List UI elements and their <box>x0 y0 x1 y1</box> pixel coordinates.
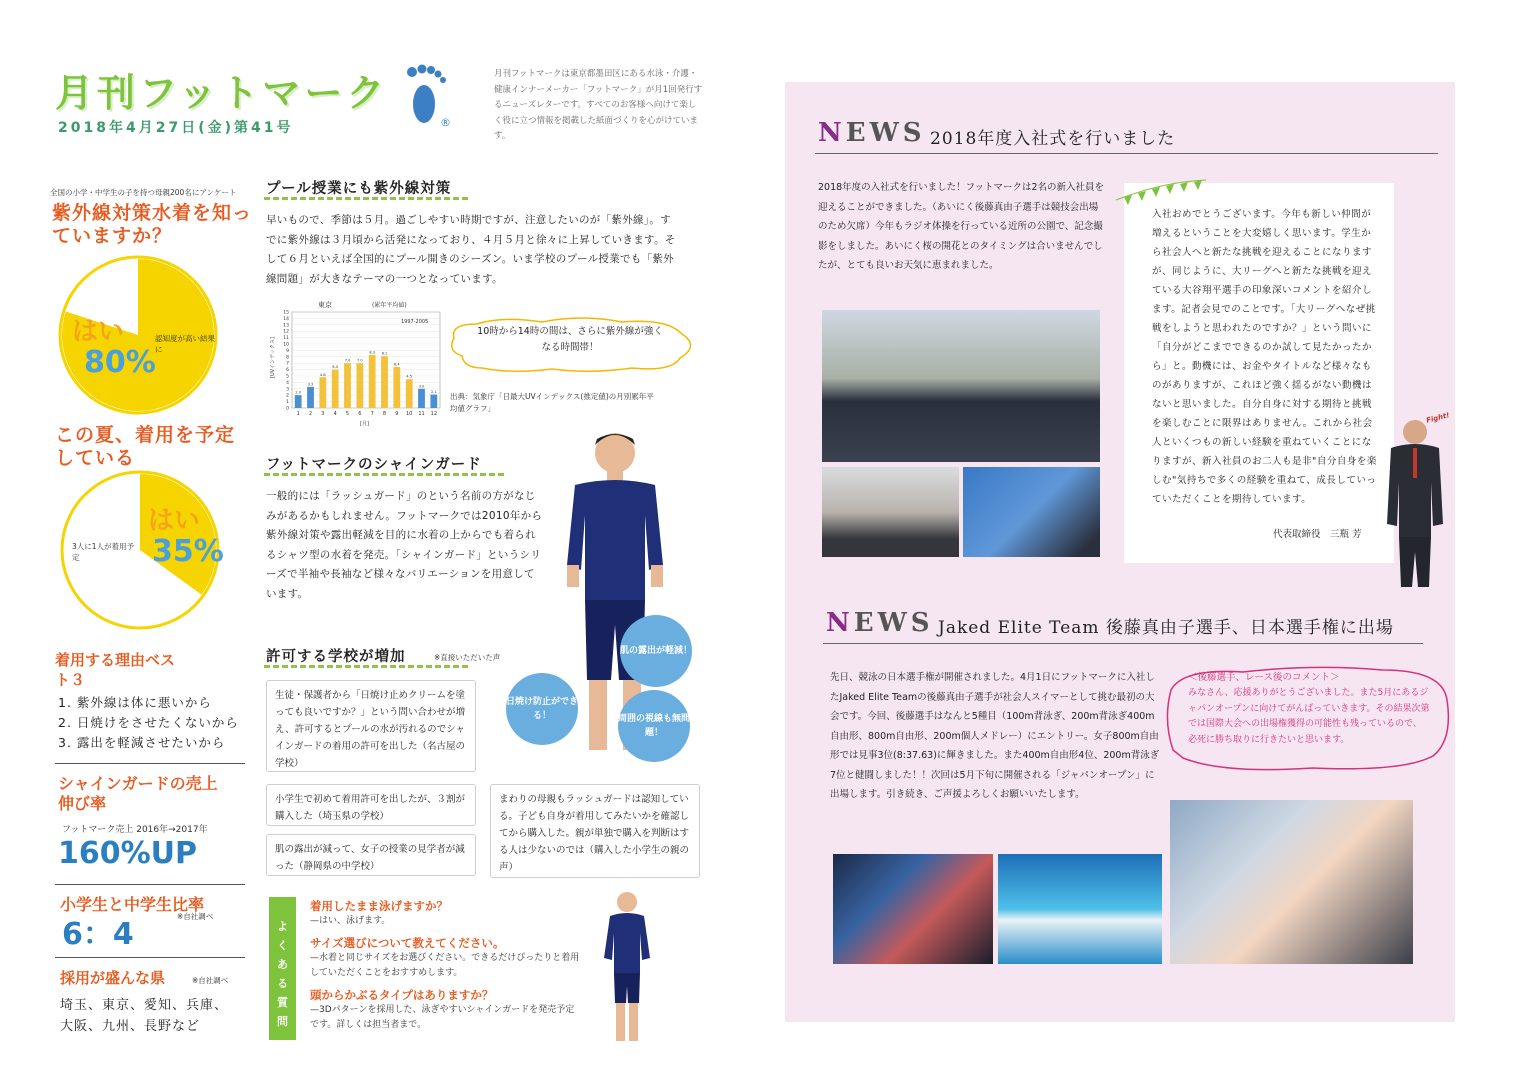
news-tag-n: N <box>818 118 846 148</box>
chart-bar-11 <box>418 389 425 408</box>
news2-tag <box>826 608 934 638</box>
schools-note: ※直接いただいた声 <box>434 653 501 662</box>
issue-date: 2018年4月27日(金)第41号 <box>58 120 294 136</box>
ceremony-speech-photo <box>963 467 1100 557</box>
chart-xtick-label: 1 <box>296 411 300 417</box>
chart-xtick-label: 12 <box>430 411 438 417</box>
chart-ytick-label: 11 <box>283 336 289 342</box>
chart-bar-12 <box>430 395 437 408</box>
growth-note: フットマーク売上 2016年→2017年 <box>62 825 208 835</box>
faq-question: サイズ選びについて教えてください。 <box>310 936 505 950</box>
chart-ytick-label: 6 <box>286 368 289 374</box>
reason-item: 3. 露出を軽減させたいから <box>58 735 226 750</box>
chart-data-label: 8.1 <box>381 351 388 356</box>
chart-bar-10 <box>406 379 413 408</box>
voice-box: 生徒・保護者から「日焼け止めクリームを塗っても良いですか？」という問い合わせが増え、許可するとプールの水が汚れるのでシャインガードの着用の許可を出した（名古屋の学校） <box>266 680 476 772</box>
chart-data-label: 3.3 <box>307 382 314 387</box>
chart-data-label: 7.0 <box>344 358 351 363</box>
newsletter-title: 月刊フットマーク <box>55 71 389 115</box>
chart-ytick-label: 12 <box>283 329 289 335</box>
chart-data-label: 4.8 <box>320 372 326 377</box>
growth-value: 160%UP <box>58 836 198 871</box>
chart-xtick-label: 11 <box>418 411 425 417</box>
faq-list <box>310 898 580 1033</box>
chart-ytick-label: 1 <box>286 400 289 406</box>
chart-xtick-label: 8 <box>382 411 387 417</box>
chart-bar-8 <box>381 356 388 408</box>
news1-body: 2018年度の入社式を行いました！フットマークは2名の新入社員を迎えることができました。（あいにく後藤真由子選手は競技会出場のため欠席）今年もラジオ体操を行っている近所の公園で、記念撮影をしました。あいにく桜の開花とのタイミングは合いませんでしたが、とても良いお天気に恵まれました。 <box>818 182 1105 271</box>
faq-question: 着用したまま泳げますか？ <box>310 899 448 913</box>
news-tag-n: N <box>826 608 854 638</box>
pref-line: 埼玉、東京、愛知、兵庫、 <box>60 998 229 1013</box>
survey-note: 全国の小学・中学生の子を持つ母親200名にアンケート <box>50 188 237 197</box>
chart-plot-area <box>292 312 440 408</box>
chart-bar-5 <box>344 363 351 408</box>
fight-label: Fight! <box>1425 411 1451 425</box>
chart-ytick-label: 10 <box>283 342 289 348</box>
pref-title: 採用が盛んな県 <box>60 969 166 987</box>
comment-title: ＜後藤選手、レース後のコメント＞ <box>1188 672 1340 683</box>
faq-side-label <box>269 897 296 1040</box>
chart-data-label: 4.5 <box>406 374 412 379</box>
president-message: 入社おめでとうございます。今年も新しい仲間が増えるということを大変嬉しく思います。学生から社会人へと新たな挑戦を迎えることになりますが、同じように、大リーグへと新たな挑戦を迎えている大谷翔平選手の印象深いコメントを紹介します。記者会見でのことです。「大リーグへなぜ挑戦をしようと思われたのですか？」という問いに「自分がどこまでできるのか試して見たかったから」と。動機には、お金やタイトルなど様々なものがありますが、これほど強く揺るがない動機はないと思いました。自分自身に対する期待と挑戦を楽しむことに限界はありません。これから社会人といくつもの新しい経験を重ねていくことになりますが、新入社員のお二人も是非"自分自身を楽しむ"気持ちで多くの経験を重ねて、成長していっていただくことを期待しています。 <box>1152 209 1377 505</box>
chart-ytick-label: 3 <box>286 387 289 393</box>
voice-box: 小学生で初めて着用許可を出したが、３割が購入した（埼玉県の学校） <box>266 784 476 826</box>
bunting-decoration-icon <box>1114 178 1209 208</box>
news2-body: 先日、競泳の日本選手権が開催されました。4月1日にフットマークに入社したJaked Elite Teamの後藤真由子選手が社会人スイマーとして挑む最初の大会です。今回、後藤選手はなんと5種目（100m背泳ぎ、200m背泳ぎ400m自由形、800m自由形、200m個人メドレー）にエントリー。女子800m自由形では見事3位(8:37.63)に輝きました。また400m自由形4位、200m背泳ぎ7位と健闘しました！！次回は5月下旬に開催される「ジャパンオープン」に出場します。引き続き、ご声援よろしくお願いいたします。 <box>830 672 1160 800</box>
chart-bar-6 <box>356 363 363 408</box>
chart-bar-7 <box>369 355 376 408</box>
chart-xtick-label: 9 <box>395 411 399 417</box>
chart-bar-1 <box>295 395 302 408</box>
chart-bar-3 <box>319 377 326 408</box>
newsletter-description: 月刊フットマークは東京都墨田区にある水泳・介護・健康インナーメーカー「フットマーク」が月1回発行するニューズレターです。すべてのお客様へ向けて楽しく役に立つ情報を掲載した紙面づくりを心がけています。 <box>494 69 703 141</box>
feature-bubble: 周囲の視線も無問題！ <box>618 690 690 762</box>
survey-q2-answer: はい <box>148 506 201 536</box>
chart-data-label: 6.0 <box>332 365 338 370</box>
chart-data-label: 3.0 <box>418 384 425 389</box>
swimming-photo <box>998 854 1162 964</box>
feature-bubble: 日焼け防止ができる！ <box>506 673 578 745</box>
ratio-note: ※自社調べ <box>177 912 214 921</box>
voice-box: 肌の露出が減って、女子の授業の見学者が減った（静岡県の中学校） <box>266 834 476 876</box>
faq-answer: —はい、泳げます。 <box>310 916 391 926</box>
pref-note: ※自社調べ <box>192 976 229 985</box>
chart-bar-9 <box>393 367 400 408</box>
faq-answer: —3Dパターンを採用した、泳ぎやすいシャインガードを発売予定です。詳しくは担当者まで。 <box>310 1005 575 1030</box>
chart-ytick-label: 0 <box>286 406 289 412</box>
chart-ytick-label: 15 <box>283 310 289 316</box>
reasons-list <box>58 693 258 753</box>
uv-callout-text: 10時から14時の間は、さらに紫外線が強くなる時間帯！ <box>477 326 663 353</box>
medal-photo <box>1170 800 1413 964</box>
news1-title: 2018年度入社式を行いました <box>930 129 1176 149</box>
chart-xtick-label: 4 <box>333 411 337 417</box>
growth-title: シャインガードの売上伸び率 <box>58 774 218 813</box>
chart-xtick-label: 10 <box>405 411 413 417</box>
survey-q2-title: この夏、着用を予定している <box>55 424 236 469</box>
faq-side-text: よくある質問 <box>277 920 288 1028</box>
divider <box>55 957 245 958</box>
feature-bubble: 肌の露出が軽減！ <box>620 615 692 687</box>
voice-box: まわりの母親もラッシュガードは認知している。子ども自身が着用してみたいかを確認してから購入した。親が単独で購入を判断はする人は少ないのでは（購入した小学生の親の声） <box>490 784 700 878</box>
news1-tag <box>818 118 926 148</box>
pref-list <box>60 995 228 1037</box>
chart-ytick-label: 13 <box>283 323 289 329</box>
reason-item: 1. 紫外線は体に悪いから <box>58 695 212 710</box>
news-rule <box>815 153 1438 154</box>
chart-ylabel: [UVインデックス] <box>270 337 276 378</box>
survey-q2-side: 3人に1人が着用予定 <box>72 542 135 562</box>
chart-ytick-label: 4 <box>286 380 289 386</box>
reasons-title: 着用する理由ベスト３ <box>55 651 176 689</box>
uv-index-chart <box>268 298 443 428</box>
chart-xtick-label: 6 <box>358 411 362 417</box>
faq-answer: —水着と同じサイズをお選びください。できるだけぴったりと着用していただくことをおすすめします。 <box>310 953 580 978</box>
registered-mark: ® <box>440 116 451 129</box>
chart-legend: 1997-2005 <box>401 319 429 325</box>
comment-text: みなさん、応援ありがとうございました。また5月にあるジャパンオープンに向けてがんばっていきます。その結果次第では国際大会への出場権獲得の可能性も残っているので、必死に勝ち取りに行きたいと思います。 <box>1188 688 1430 745</box>
news-rule <box>823 643 1423 644</box>
chart-bar-4 <box>332 370 339 408</box>
survey-q1-title: 紫外線対策水着を知っていますか？ <box>52 202 253 247</box>
ratio-value: 6：4 <box>62 917 134 952</box>
boy-model-small-image <box>592 888 662 1048</box>
chart-ytick-label: 9 <box>286 348 289 354</box>
ratio-title: 小学生と中学生比率 <box>60 895 205 914</box>
chart-source: 出典：気象庁「日最大UVインデックス(推定値)の月別累年平均値グラフ」 <box>450 392 654 413</box>
pref-line: 大阪、九州、長野など <box>60 1019 201 1034</box>
news-tag-rest: EWS <box>853 608 934 638</box>
heading-underline <box>264 665 470 668</box>
chart-ytick-label: 14 <box>283 316 289 322</box>
chart-subtitle: (累年平均値) <box>372 302 407 309</box>
shineguard-heading: フットマークのシャインガード <box>266 457 482 473</box>
news-tag-rest: EWS <box>845 118 926 148</box>
heading-underline <box>264 197 470 200</box>
chart-data-label: 2.1 <box>431 390 437 395</box>
chart-title: 東京 <box>318 301 332 309</box>
chart-bar-2 <box>307 387 314 408</box>
chart-xtick-label: 7 <box>370 411 374 417</box>
heading-underline <box>264 473 504 476</box>
chart-data-label: 8.3 <box>369 350 375 355</box>
news2-title: Jaked Elite Team 後藤真由子選手、日本選手権に出場 <box>938 618 1394 638</box>
survey-q1-answer: はい <box>72 317 125 347</box>
president-photo <box>1377 412 1447 597</box>
chart-xlabel: [月] <box>360 421 369 427</box>
survey-q1-side: 認知度が高い結果に <box>155 334 215 354</box>
survey-q2-pct: 35% <box>152 534 224 569</box>
race-start-photo <box>833 854 993 964</box>
uv-body: 早いもので、季節は５月。過ごしやすい時期ですが、注意したいのが「紫外線」。すでに紫外線は３月頃から活発になっており、４月５月と徐々に上昇していきます。そして６月といえば全国的にプール開きのシーズン。いま学校のプール授業でも「紫外線問題」が大きなテーマの一つとなっています。 <box>266 214 676 285</box>
chart-data-label: 2.0 <box>295 390 301 395</box>
chart-data-label: 6.4 <box>394 362 400 367</box>
new-employees-photo <box>822 467 959 557</box>
chart-ytick-label: 5 <box>286 374 289 380</box>
faq-question: 頭からかぶるタイプはありますか？ <box>310 988 494 1002</box>
entrance-ceremony-group-photo <box>822 310 1100 462</box>
reason-item: 2. 日焼けをさせたくないから <box>58 715 239 730</box>
chart-xtick-label: 5 <box>345 411 350 417</box>
divider <box>55 884 245 885</box>
footprint-logo-icon <box>400 60 452 130</box>
chart-ytick-label: 7 <box>286 361 289 367</box>
schools-heading: 許可する学校が増加 <box>266 649 406 665</box>
chart-data-label: 7.0 <box>357 358 363 363</box>
uv-heading: プール授業にも紫外線対策 <box>266 181 452 197</box>
chart-ytick-label: 8 <box>286 355 289 361</box>
divider <box>55 763 245 764</box>
chart-xtick-label: 3 <box>321 411 325 417</box>
chart-xtick-label: 2 <box>308 411 313 417</box>
survey-q1-pct: 80% <box>84 345 156 380</box>
chart-ytick-label: 2 <box>286 393 289 399</box>
shineguard-body: 一般的には「ラッシュガード」のという名前の方がなじみがあるかもしれません。フットマークでは2010年から紫外線対策や露出軽減を目的に水着の上からでも着られるシャツ型の水着を発売。「シャインガード」というシリーズで半袖や長袖など様々なバリエーションを用意しています。 <box>266 490 543 600</box>
president-signature: 代表取締役 三瓶 芳 <box>1273 529 1362 540</box>
